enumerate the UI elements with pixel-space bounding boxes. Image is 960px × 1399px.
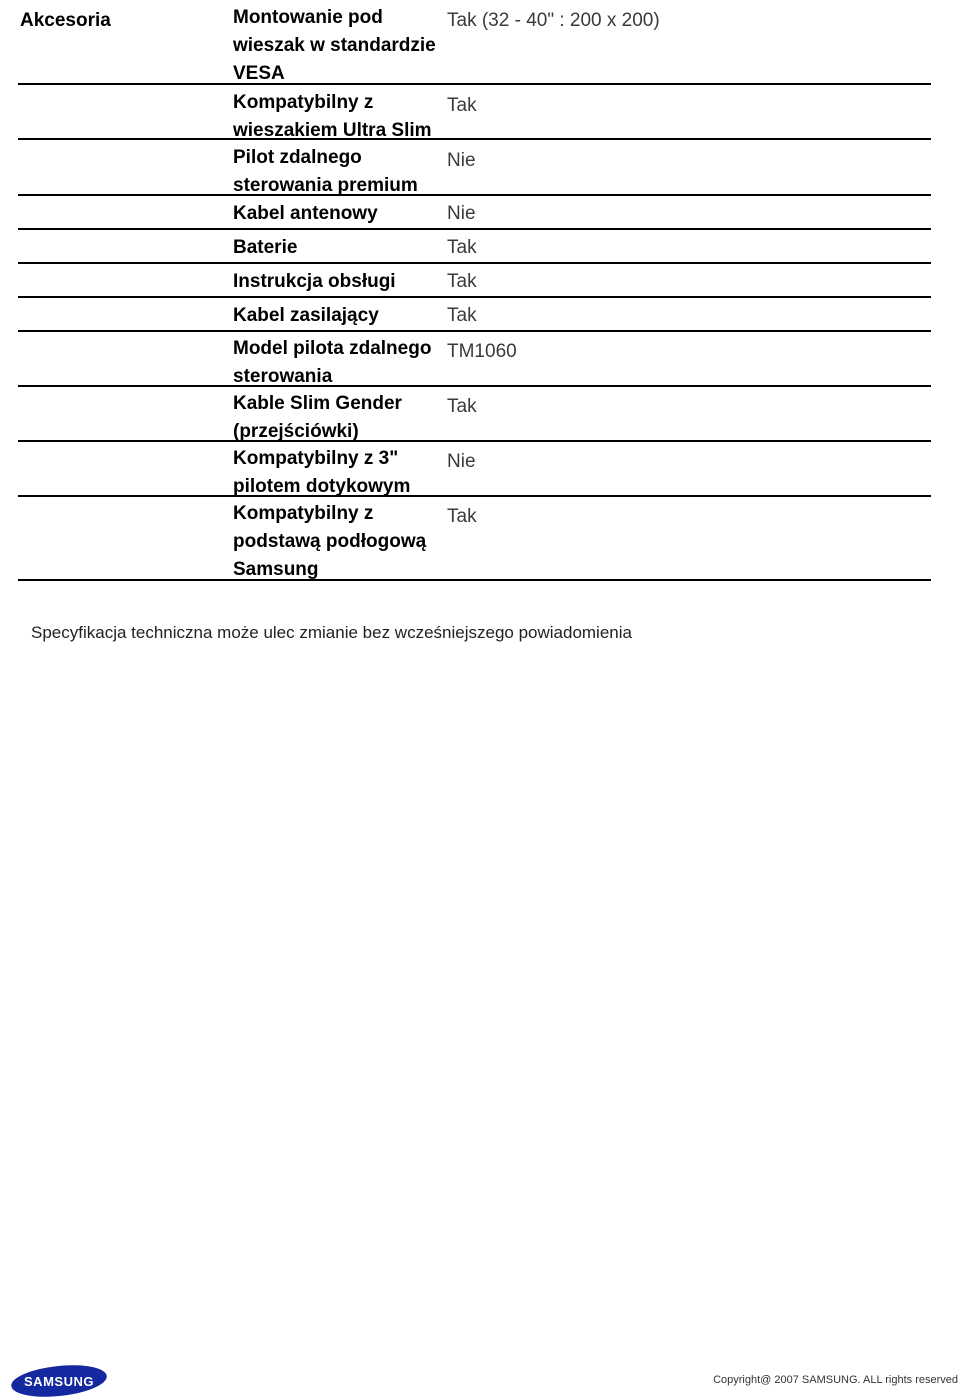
row-label: Kable Slim Gender (przejściówki) — [233, 393, 402, 442]
row-value: Nie — [447, 150, 476, 171]
table-row — [18, 497, 931, 581]
row-label: Kabel zasilający — [233, 305, 379, 326]
row-value: Tak — [447, 305, 477, 326]
row-value: Tak — [447, 506, 477, 527]
row-label: Model pilota zdalnego sterowania — [233, 338, 432, 387]
row-label: Montowanie pod wieszak w standardzie VESA — [233, 7, 436, 84]
table-row — [18, 387, 931, 442]
table-row — [18, 298, 931, 332]
spec-table — [18, 0, 931, 581]
disclaimer-note: Specyfikacja techniczna może ulec zmianie bez wcześniejszego powiadomienia — [31, 623, 632, 642]
table-row — [18, 140, 931, 196]
samsung-logo — [10, 1364, 108, 1398]
row-label: Pilot zdalnego sterowania premium — [233, 147, 418, 196]
row-value: TM1060 — [447, 341, 517, 362]
row-label: Kompatybilny z podstawą podłogową Samsung — [233, 503, 427, 580]
row-value: Tak (32 - 40" : 200 x 200) — [447, 10, 660, 31]
row-value: Tak — [447, 95, 477, 116]
row-value: Nie — [447, 451, 476, 472]
table-row — [18, 0, 931, 85]
row-value: Tak — [447, 237, 477, 258]
category-label: Akcesoria — [20, 10, 111, 31]
table-row — [18, 442, 931, 497]
row-label: Instrukcja obsługi — [233, 271, 396, 292]
row-label: Kompatybilny z 3" pilotem dotykowym — [233, 448, 411, 497]
row-label: Kompatybilny z wieszakiem Ultra Slim — [233, 92, 432, 141]
table-row — [18, 230, 931, 264]
row-label: Kabel antenowy — [233, 203, 378, 224]
copyright-text: Copyright@ 2007 SAMSUNG. ALL rights reserved — [713, 1374, 958, 1386]
row-value: Nie — [447, 203, 476, 224]
table-row — [18, 85, 931, 140]
logo-text: SAMSUNG — [24, 1374, 94, 1389]
row-value: Tak — [447, 396, 477, 417]
table-row — [18, 196, 931, 230]
table-row — [18, 264, 931, 298]
row-label: Baterie — [233, 237, 298, 258]
row-value: Tak — [447, 271, 477, 292]
table-row — [18, 332, 931, 387]
